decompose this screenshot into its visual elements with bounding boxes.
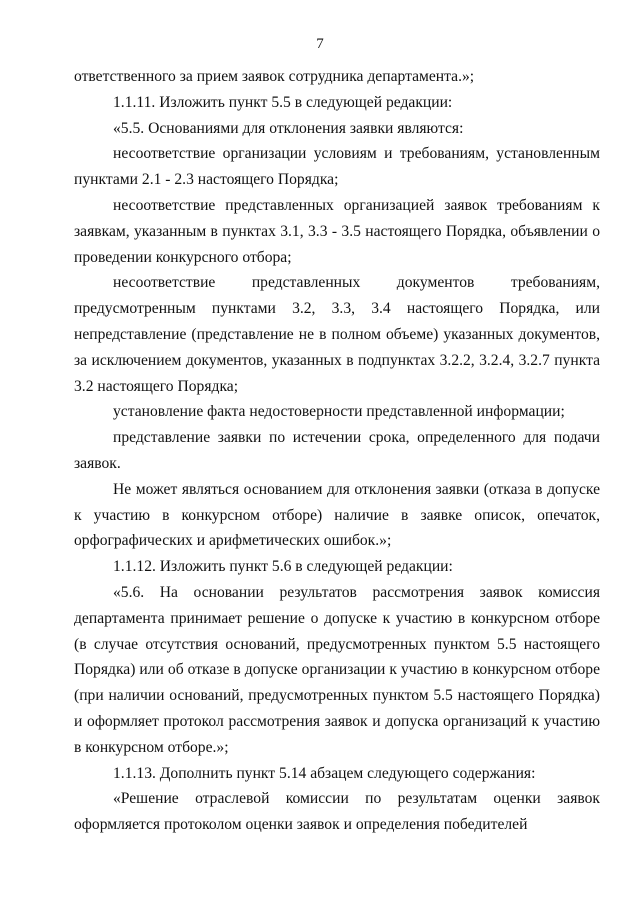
paragraph-ground-3: несоответствие представленных документов требованиям, предусмотренным пунктами 3.2, 3.3, 3.4 настоящего Порядка, или непредставление (представление не в полном объеме) указанных документов, за исключением документов, указанных в подпунктах 3.2.2, 3.2.4, 3.2.7 пункта 3.2 настоящего Порядка; xyxy=(74,274,600,395)
paragraph-ground-5: представление заявки по истечении срока, определенного для подачи заявок. xyxy=(74,429,600,472)
paragraph-item-1-1-11: 1.1.11. Изложить пункт 5.5 в следующей редакции: xyxy=(113,93,453,111)
paragraph-item-1-1-13: 1.1.13. Дополнить пункт 5.14 абзацем следующего содержания: xyxy=(113,764,536,782)
paragraph-exception-note: Не может являться основанием для отклонения заявки (отказа в допуске к участию в конкурсном отборе) наличие в заявке описок, опечаток, орфографических и арифметических ошибок.»; xyxy=(74,480,600,550)
paragraph-clause-5-14-addition: «Решение отраслевой комиссии по результатам оценки заявок оформляется протоколом оценки заявок и определения победителей xyxy=(74,790,600,834)
document-body xyxy=(74,64,600,838)
paragraph-ground-1: несоответствие организации условиям и требованиям, установленным пунктами 2.1 - 2.3 настоящего Порядка; xyxy=(74,145,600,189)
paragraph-clause-5-5-heading: «5.5. Основаниями для отклонения заявки являются: xyxy=(113,119,464,137)
paragraph-continuation: ответственного за прием заявок сотрудника департамента.»; xyxy=(74,68,475,85)
paragraph-ground-2: несоответствие представленных организацией заявок требованиям к заявкам, указанным в пунктах 3.1, 3.3 - 3.5 настоящего Порядка, объявлении о проведении конкурсного отбора; xyxy=(74,196,600,266)
paragraph-ground-4: установление факта недостоверности представленной информации; xyxy=(113,403,565,421)
page-number: 7 xyxy=(316,36,324,52)
paragraph-item-1-1-12: 1.1.12. Изложить пункт 5.6 в следующей редакции: xyxy=(113,558,453,576)
paragraph-clause-5-6: «5.6. На основании результатов рассмотрения заявок комиссия департамента принимает решение о допуске к участию в конкурсном отборе (в случае отсутствия оснований, предусмотренных пунктом 5.5 настоящего Порядка) или об отказе в допуске организации к участию в конкурсном отборе (при наличии оснований, предусмотренных пунктом 5.5 настоящего Порядка) и оформляет протокол рассмотрения заявок и допуска организаций к участию в конкурсном отборе.»; xyxy=(74,583,600,756)
